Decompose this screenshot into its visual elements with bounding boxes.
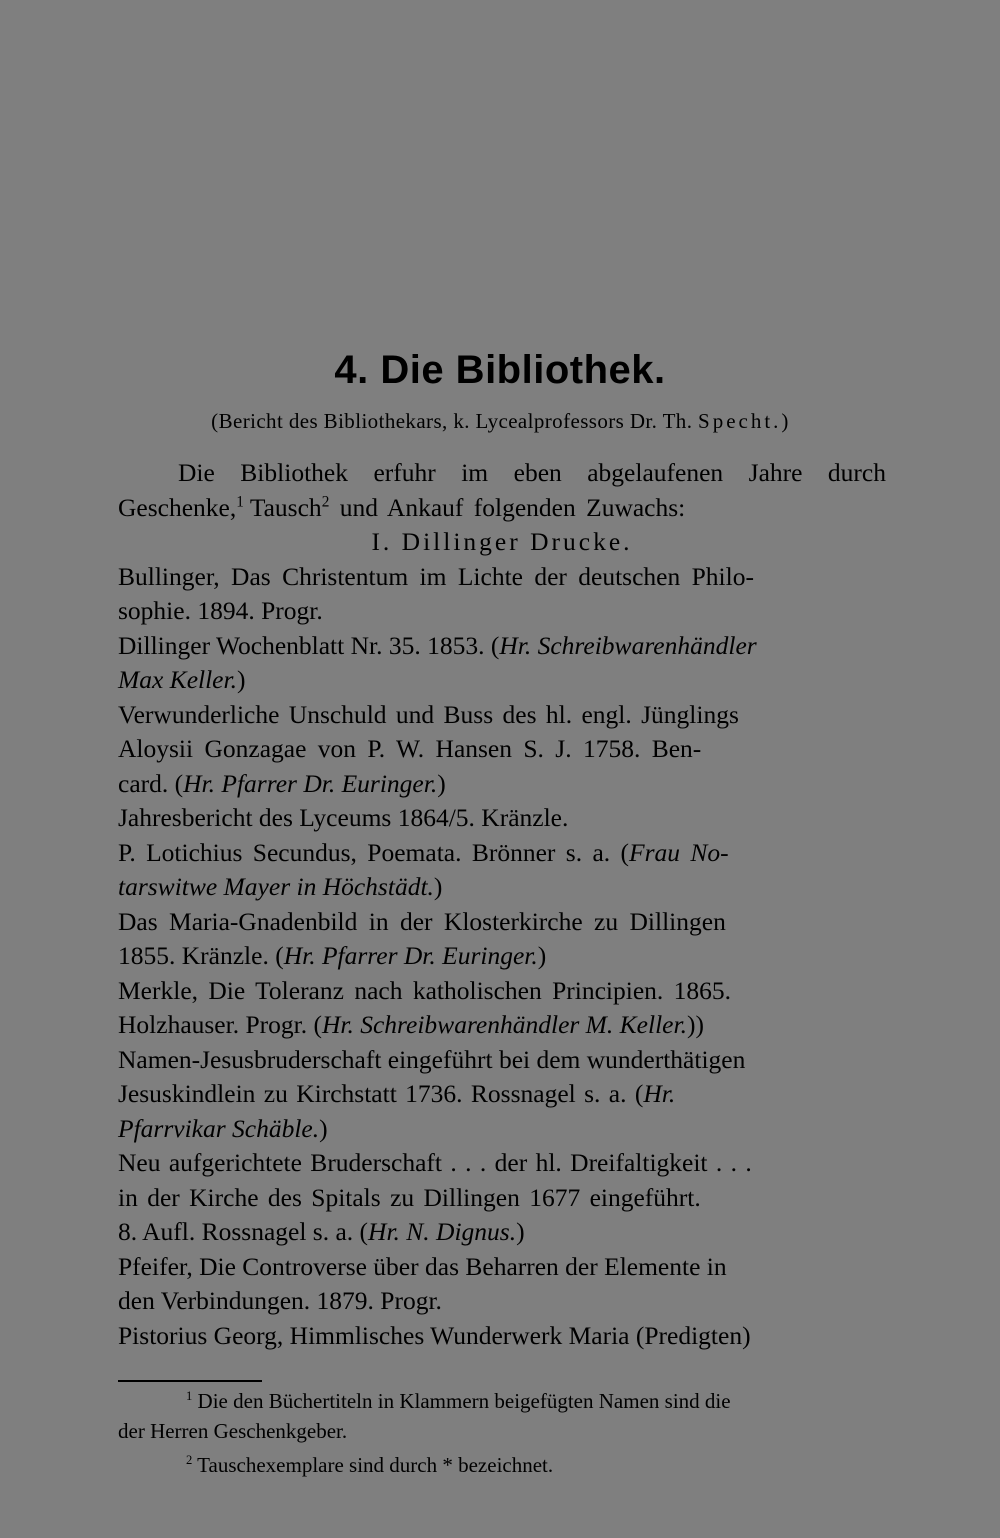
entry-text: Dillinger Wochenblatt Nr. 35. 1853. ( — [118, 630, 500, 660]
entry-text: ) — [437, 768, 446, 798]
donor-name: Hr. Pfarrer Dr. Euringer. — [183, 768, 438, 798]
donor-name: Pfarrvikar Schäble. — [118, 1113, 320, 1143]
list-item — [118, 905, 886, 974]
footnote-text: Tauschexemplare sind durch * bezeichnet. — [192, 1453, 554, 1477]
entry-line: sophie. 1894. Progr. — [118, 596, 323, 625]
entry-line — [118, 1077, 886, 1112]
list-item — [118, 974, 886, 1043]
entry-line — [118, 1008, 886, 1043]
intro-text-2c: und Ankauf folgenden Zuwachs: — [329, 492, 686, 522]
list-item — [118, 1146, 886, 1250]
donor-name: Hr. Pfarrer Dr. Euringer. — [283, 941, 538, 970]
entry-line: Pistorius Georg, Himmlisches Wunderwerk Maria (Predigten) — [118, 1320, 751, 1350]
section-heading: I. Dillinger Drucke. — [371, 527, 633, 556]
entry-line: den Verbindungen. 1879. Progr. — [118, 1286, 442, 1315]
footnote-ref-1: 1 — [236, 493, 244, 510]
document-body — [118, 456, 886, 1353]
entry-text: ) — [236, 665, 246, 694]
subtitle-name: Specht. — [698, 409, 782, 433]
entry-line — [118, 1215, 886, 1250]
donor-name: tarswitwe Mayer in Höchstädt. — [118, 872, 434, 901]
entry-text: 1855. Kränzle. ( — [118, 941, 284, 970]
page-title: 4. Die Bibliothek. — [334, 348, 666, 392]
entry-line: Merkle, Die Toleranz nach katholischen Principien. 1865. — [118, 975, 732, 1005]
list-item — [118, 801, 886, 836]
footnote-line — [118, 1450, 886, 1480]
footnote-1 — [118, 1386, 886, 1446]
footnote-line — [118, 1386, 886, 1416]
subtitle-suffix: ) — [781, 409, 789, 433]
entry-line: Pfeifer, Die Controverse über das Beharren der Elemente in — [118, 1251, 727, 1281]
entry-line: Jahresbericht des Lyceums 1864/5. Kränzle. — [118, 803, 569, 832]
list-item — [118, 1250, 886, 1319]
subtitle-prefix: (Bericht des Bibliothekars, k. Lycealprofessors Dr. Th. — [211, 409, 693, 433]
intro-line-1 — [118, 456, 886, 491]
list-item — [118, 560, 886, 629]
list-item — [118, 629, 886, 698]
entry-line — [118, 767, 886, 802]
donor-name: Max Keller. — [118, 665, 237, 694]
entry-line — [118, 1112, 886, 1147]
entry-line — [118, 939, 886, 974]
footnote-divider — [118, 1380, 262, 1382]
intro-line-2 — [118, 491, 886, 526]
entry-line — [118, 870, 886, 905]
entry-line: Das Maria-Gnadenbild in der Klosterkirche zu Dillingen — [118, 906, 726, 936]
entry-text: ) — [433, 872, 443, 901]
entry-line: Aloysii Gonzagae von P. W. Hansen S. J. 1758. Ben- — [118, 734, 702, 763]
donor-name: Hr. Schreibwarenhändler M. Keller. — [321, 1010, 687, 1039]
list-item — [118, 836, 886, 905]
list-item — [118, 1319, 886, 1354]
intro-text-2a: Geschenke, — [118, 492, 237, 522]
entry-text: ) — [319, 1113, 328, 1143]
entry-text: Holzhauser. Progr. ( — [118, 1010, 322, 1039]
entry-line: Neu aufgerichtete Bruderschaft . . . der hl. Dreifaltigkeit . . . — [118, 1148, 752, 1177]
footnote-marker: 2 — [186, 1453, 193, 1467]
entry-text: )) — [686, 1010, 704, 1039]
list-item — [118, 1043, 886, 1147]
entry-text: P. Lotichius Secundus, Poemata. Brönner s. a. ( — [118, 837, 630, 867]
intro-text-1: Die Bibliothek erfuhr im eben abgelaufenen Jahre durch — [178, 458, 886, 487]
entry-line: Verwunderliche Unschuld und Buss des hl. engl. Jünglings — [118, 699, 739, 729]
footnote-line: der Herren Geschenkgeber. — [118, 1419, 348, 1443]
footnote-marker: 1 — [186, 1389, 193, 1403]
entry-line: in der Kirche des Spitals zu Dillingen 1677 eingeführt. — [118, 1182, 701, 1212]
page-subtitle — [0, 409, 1000, 434]
entry-line — [118, 663, 886, 698]
entry-text: card. ( — [118, 768, 184, 798]
entry-line: Bullinger, Das Christentum im Lichte der deutschen Philo- — [118, 561, 754, 591]
list-item — [118, 698, 886, 802]
donor-name: Hr. — [643, 1079, 676, 1108]
entry-line — [118, 629, 886, 664]
entry-text: ) — [537, 941, 547, 970]
footnote-text: Die den Büchertiteln in Klammern beigefügten Namen sind die — [192, 1389, 731, 1413]
donor-name: Hr. Schreibwarenhändler — [499, 630, 757, 660]
entry-line: Namen-Jesusbruderschaft eingeführt bei dem wunderthätigen — [118, 1044, 746, 1074]
footnote-ref-2: 2 — [321, 493, 330, 510]
intro-text-2b: Tausch — [243, 492, 322, 522]
entry-text: ) — [516, 1217, 525, 1246]
entry-text: Jesuskindlein zu Kirchstatt 1736. Rossnagel s. a. ( — [118, 1079, 644, 1108]
donor-name: Hr. N. Dignus. — [368, 1217, 517, 1246]
entry-line — [118, 836, 886, 871]
donor-name: Frau No- — [629, 837, 729, 867]
footnote-2 — [118, 1450, 886, 1480]
entry-text: 8. Aufl. Rossnagel s. a. ( — [118, 1217, 369, 1246]
